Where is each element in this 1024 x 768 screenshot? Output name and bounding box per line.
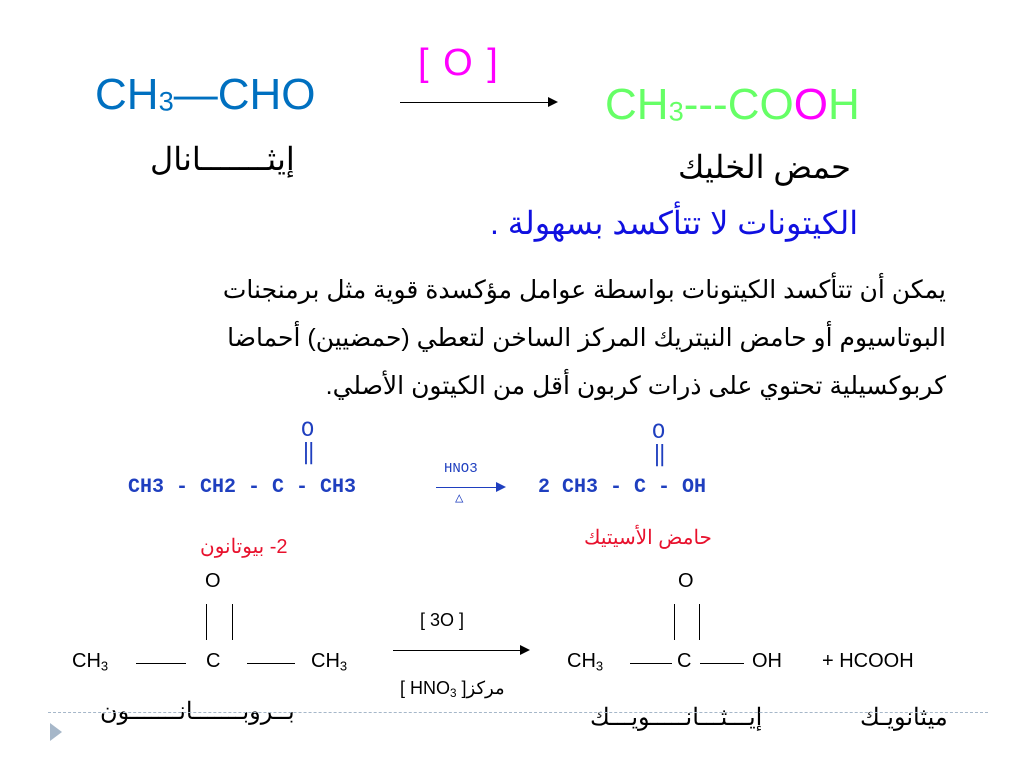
reaction3-arrowhead [520, 645, 530, 655]
reaction1-arrowhead [548, 97, 558, 107]
ethanoic-ch3 [567, 650, 603, 673]
propanone-ch3-right [311, 650, 347, 673]
reagent-heat: △ [455, 491, 464, 507]
acetic-formula-sub: 3 [668, 95, 684, 127]
butanone-name: 2- بيوتانون [200, 536, 288, 558]
footer-divider [48, 712, 988, 713]
formic-acid: + HCOOH [822, 650, 914, 672]
ethanal-formula-sub: 3 [158, 85, 174, 117]
paragraph-line-2: البوتاسيوم أو حامض النيتريك المركز الساخن لتعطي (حمضيين) أحماضا [227, 324, 946, 352]
ethanal-formula-b: —CHO [173, 70, 316, 119]
ethanoic-single-bond-2 [700, 663, 744, 664]
ketone-heading: الكيتونات لا تتأكسد بسهولة . [490, 205, 859, 241]
acetic-acid-formula [605, 80, 860, 130]
acetic-double-bond: ‖ [653, 443, 667, 468]
methanoic-name: ميثانويـك [860, 704, 948, 731]
reaction1-arrow-line [400, 102, 550, 103]
ethanoic-name: إيـــثـــانـــــويـــك [590, 704, 763, 731]
ethanal-formula-a: CH [95, 70, 159, 119]
acetic-formula-h: H [827, 80, 860, 129]
reagent-3o: [ 3O ] [420, 610, 465, 630]
propanone-ch3-left-text: CH [72, 650, 101, 672]
acetic-formula-2: 2 CH3 - C - OH [538, 476, 707, 499]
reagent-hno3-sub: 3 [450, 686, 457, 700]
ethanoic-oh: OH [752, 650, 782, 672]
propanone-o: O [205, 570, 221, 592]
ethanal-name: إيثـــــــانال [150, 141, 295, 177]
triangle-bullet-icon [50, 723, 62, 741]
reagent-hno3-b: ]مركز [456, 678, 505, 698]
ethanoic-ch3-text: CH [567, 650, 596, 672]
reaction2-arrow-line [436, 487, 498, 488]
acetic-o: O [652, 420, 666, 445]
butanone-double-bond: ‖ [302, 441, 316, 466]
butanone-o: O [301, 418, 315, 443]
ethanoic-o: O [678, 570, 694, 592]
propanone-name: بــروبـــــــانـــــــون [100, 698, 295, 725]
propanone-ch3-right-sub: 3 [339, 658, 348, 674]
propanone-single-bond-1 [136, 663, 186, 664]
ethanoic-ch3-sub: 3 [595, 658, 604, 674]
reaction2-arrowhead [496, 482, 506, 492]
ethanal-formula [95, 70, 316, 120]
propanone-bond-1 [206, 604, 207, 640]
acetic-formula-a: CH [605, 80, 669, 129]
acetic-formula-b: ---CO [683, 80, 794, 129]
acetic-acid-name: حمض الخليك [678, 149, 851, 185]
reagent-hno3-a: [ HNO [400, 678, 451, 698]
ethanoic-c: C [677, 650, 692, 672]
reagent-hno3: HNO3 [444, 461, 478, 477]
propanone-ch3-left-sub: 3 [100, 658, 109, 674]
ethanoic-single-bond-1 [630, 663, 672, 664]
paragraph-line-3: كربوكسيلية تحتوي على ذرات كربون أقل من الكيتون الأصلي. [325, 372, 946, 400]
propanone-bond-2 [232, 604, 233, 640]
propanone-c: C [206, 650, 221, 672]
butanone-formula: CH3 - CH2 - C - CH3 [128, 476, 357, 499]
acetic-acid-name-2: حامض الأسيتيك [584, 527, 712, 549]
propanone-ch3-left [72, 650, 108, 673]
oxidant-label: [ O ] [418, 42, 500, 84]
ethanoic-bond-2 [699, 604, 700, 640]
ethanoic-bond-1 [674, 604, 675, 640]
reagent-hno3-conc [400, 678, 505, 700]
propanone-single-bond-2 [247, 663, 295, 664]
propanone-ch3-right-text: CH [311, 650, 340, 672]
reaction3-arrow-line [393, 650, 523, 651]
paragraph-line-1: يمكن أن تتأكسد الكيتونات بواسطة عوامل مؤكسدة قوية مثل برمنجنات [222, 276, 946, 304]
acetic-formula-o: O [793, 80, 828, 129]
